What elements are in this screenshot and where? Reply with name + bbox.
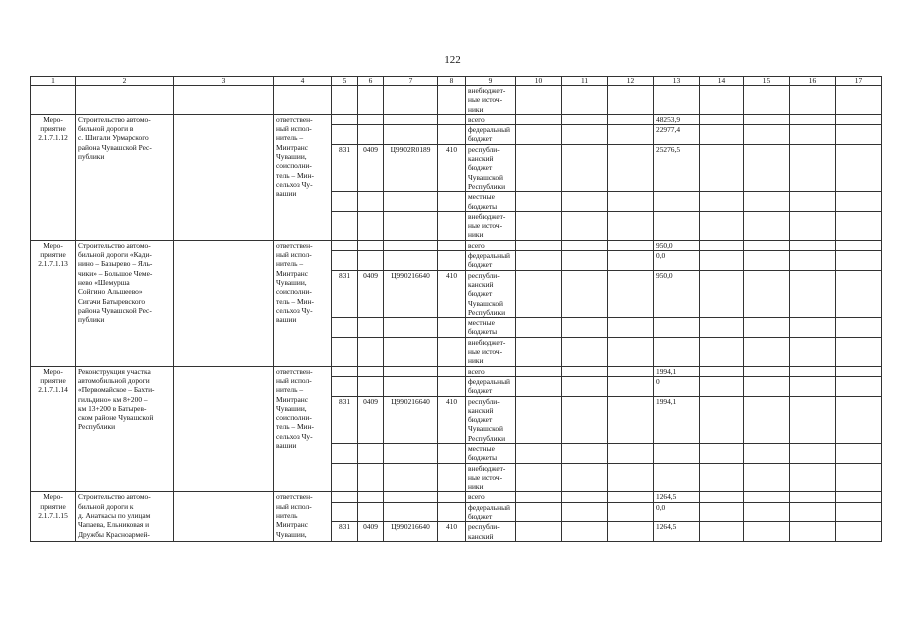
empty-cell	[744, 270, 790, 317]
budget-code-expense: 410	[438, 144, 466, 191]
budget-code-target: Ц990216640	[384, 396, 438, 443]
table-row	[31, 492, 882, 502]
empty-cell	[516, 114, 562, 124]
empty-cell	[836, 125, 882, 145]
amount-value: 950,0	[654, 270, 700, 317]
budget-code-section: 0409	[358, 144, 384, 191]
column-header-10: 10	[516, 77, 562, 86]
empty-cell	[836, 376, 882, 396]
empty-cell	[516, 125, 562, 145]
empty-cell	[562, 337, 608, 366]
column-header-2: 2	[76, 77, 174, 86]
funding-source: внебюджет- ные источ- ники	[466, 86, 516, 115]
empty-cell	[516, 270, 562, 317]
budget-code-expense	[438, 492, 466, 502]
empty-cell	[332, 86, 358, 115]
budget-code-expense	[438, 502, 466, 522]
empty-cell	[790, 318, 836, 338]
empty-cell	[744, 144, 790, 191]
empty-cell	[516, 366, 562, 376]
empty-cell	[790, 240, 836, 250]
budget-code-expense: 410	[438, 522, 466, 542]
empty-cell	[438, 86, 466, 115]
table-row	[31, 240, 882, 250]
empty-cell	[608, 270, 654, 317]
funding-source: федеральный бюджет	[466, 251, 516, 271]
column-header-13: 13	[654, 77, 700, 86]
empty-cell	[700, 502, 744, 522]
funding-source: всего	[466, 240, 516, 250]
empty-cell	[836, 366, 882, 376]
empty-cell	[76, 86, 174, 115]
empty-cell	[608, 192, 654, 212]
empty-cell	[700, 114, 744, 124]
budget-code-grbs	[332, 114, 358, 124]
budget-code-section	[358, 125, 384, 145]
budget-code-grbs	[332, 240, 358, 250]
empty-cell	[562, 251, 608, 271]
funding-source: республи- канский бюджет Чувашской Республики	[466, 144, 516, 191]
empty-cell	[790, 376, 836, 396]
empty-cell	[790, 125, 836, 145]
empty-cell	[516, 192, 562, 212]
event-code: Меро- приятие 2.1.7.1.13	[31, 240, 76, 366]
budget-code-expense	[438, 376, 466, 396]
empty-cell	[744, 376, 790, 396]
budget-code-grbs	[332, 463, 358, 492]
budget-code-target	[384, 502, 438, 522]
empty-cell	[174, 240, 274, 366]
amount-value: 950,0	[654, 240, 700, 250]
column-header-6: 6	[358, 77, 384, 86]
empty-cell	[700, 522, 744, 542]
budget-code-target	[384, 251, 438, 271]
funding-source: республи- канский бюджет Чувашской Республики	[466, 270, 516, 317]
empty-cell	[608, 502, 654, 522]
empty-cell	[790, 251, 836, 271]
budget-code-expense: 410	[438, 396, 466, 443]
empty-cell	[608, 443, 654, 463]
amount-value: 1994,1	[654, 396, 700, 443]
budget-code-grbs	[332, 318, 358, 338]
event-code: Меро- приятие 2.1.7.1.15	[31, 492, 76, 541]
budget-code-target: Ц990216640	[384, 270, 438, 317]
empty-cell	[836, 396, 882, 443]
budget-code-target	[384, 366, 438, 376]
budget-code-section	[358, 211, 384, 240]
budget-code-grbs: 831	[332, 270, 358, 317]
budget-code-target	[384, 376, 438, 396]
budget-code-section	[358, 192, 384, 212]
amount-value	[654, 443, 700, 463]
amount-value: 1264,5	[654, 492, 700, 502]
empty-cell	[836, 240, 882, 250]
budget-code-grbs: 831	[332, 396, 358, 443]
empty-cell	[608, 366, 654, 376]
table-row	[31, 86, 882, 115]
empty-cell	[608, 144, 654, 191]
budget-code-grbs	[332, 376, 358, 396]
empty-cell	[516, 86, 562, 115]
empty-cell	[608, 114, 654, 124]
empty-cell	[174, 366, 274, 492]
budget-code-section: 0409	[358, 270, 384, 317]
empty-cell	[790, 463, 836, 492]
empty-cell	[562, 192, 608, 212]
event-code: Меро- приятие 2.1.7.1.12	[31, 114, 76, 240]
budget-code-expense	[438, 318, 466, 338]
empty-cell	[790, 337, 836, 366]
empty-cell	[562, 522, 608, 542]
budget-code-target	[384, 318, 438, 338]
table-row	[31, 114, 882, 124]
empty-cell	[608, 376, 654, 396]
budget-code-target	[384, 443, 438, 463]
page-number: 122	[444, 54, 461, 66]
empty-cell	[700, 366, 744, 376]
empty-cell	[790, 522, 836, 542]
funding-source: внебюджет- ные источ- ники	[466, 463, 516, 492]
column-header-14: 14	[700, 77, 744, 86]
empty-cell	[744, 502, 790, 522]
empty-cell	[836, 337, 882, 366]
funding-source: всего	[466, 492, 516, 502]
budget-code-target: Ц9902R0189	[384, 144, 438, 191]
empty-cell	[384, 86, 438, 115]
empty-cell	[562, 396, 608, 443]
budget-code-grbs	[332, 211, 358, 240]
empty-cell	[608, 396, 654, 443]
event-title: Строительство автомо- бильной дороги «Кади- нино – Базырево – Яль- чики» – Большое Чеме- нево «Шемурша Сойгино Альшеево» Сигачи Батыревского района Чувашской Рес- публики	[76, 240, 174, 366]
empty-cell	[836, 522, 882, 542]
budget-code-grbs: 831	[332, 144, 358, 191]
column-header-8: 8	[438, 77, 466, 86]
empty-cell	[562, 463, 608, 492]
empty-cell	[700, 211, 744, 240]
empty-cell	[562, 211, 608, 240]
empty-cell	[744, 114, 790, 124]
budget-code-section	[358, 114, 384, 124]
event-code: Меро- приятие 2.1.7.1.14	[31, 366, 76, 492]
column-header-16: 16	[790, 77, 836, 86]
budget-code-grbs	[332, 125, 358, 145]
event-title: Реконструкция участка автомобильной дороги «Первомайское – Бахти- гильдино» км 8+200 – км 13+200 в Батырев- ском районе Чувашской Республики	[76, 366, 174, 492]
empty-cell	[516, 443, 562, 463]
empty-cell	[562, 240, 608, 250]
empty-cell	[516, 144, 562, 191]
budget-code-target	[384, 240, 438, 250]
empty-cell	[562, 492, 608, 502]
empty-cell	[790, 396, 836, 443]
empty-cell	[516, 463, 562, 492]
empty-cell	[700, 318, 744, 338]
empty-cell	[562, 125, 608, 145]
funding-source: республи- канский	[466, 522, 516, 542]
budget-code-expense	[438, 125, 466, 145]
empty-cell	[700, 270, 744, 317]
budget-code-expense	[438, 211, 466, 240]
budget-code-target	[384, 211, 438, 240]
funding-source: федеральный бюджет	[466, 125, 516, 145]
empty-cell	[700, 463, 744, 492]
empty-cell	[744, 443, 790, 463]
empty-cell	[744, 396, 790, 443]
empty-cell	[744, 192, 790, 212]
empty-cell	[836, 463, 882, 492]
empty-cell	[836, 114, 882, 124]
budget-code-grbs	[332, 251, 358, 271]
budget-code-expense	[438, 443, 466, 463]
empty-cell	[562, 502, 608, 522]
budget-code-grbs	[332, 443, 358, 463]
empty-cell	[562, 318, 608, 338]
empty-cell	[274, 86, 332, 115]
empty-cell	[790, 443, 836, 463]
budget-code-grbs: 831	[332, 522, 358, 542]
amount-value	[654, 337, 700, 366]
empty-cell	[790, 86, 836, 115]
budget-code-grbs	[332, 502, 358, 522]
empty-cell	[836, 492, 882, 502]
table-row	[31, 366, 882, 376]
funding-source: местные бюджеты	[466, 443, 516, 463]
empty-cell	[700, 251, 744, 271]
amount-value: 1264,5	[654, 522, 700, 542]
empty-cell	[744, 492, 790, 502]
empty-cell	[516, 337, 562, 366]
empty-cell	[790, 502, 836, 522]
budget-code-expense: 410	[438, 270, 466, 317]
budget-code-target	[384, 337, 438, 366]
empty-cell	[744, 366, 790, 376]
amount-value: 0,0	[654, 502, 700, 522]
empty-cell	[358, 86, 384, 115]
amount-value: 25276,5	[654, 144, 700, 191]
empty-cell	[700, 492, 744, 502]
empty-cell	[744, 125, 790, 145]
budget-code-section	[358, 337, 384, 366]
column-header-3: 3	[174, 77, 274, 86]
empty-cell	[700, 192, 744, 212]
empty-cell	[516, 396, 562, 443]
budget-code-section	[358, 318, 384, 338]
empty-cell	[516, 522, 562, 542]
event-executor: ответствен- ный испол- нитель Минтранс Чувашии,	[274, 492, 332, 541]
empty-cell	[744, 318, 790, 338]
empty-cell	[608, 251, 654, 271]
empty-cell	[836, 251, 882, 271]
funding-source: федеральный бюджет	[466, 502, 516, 522]
table-body	[31, 77, 882, 542]
budget-code-section	[358, 492, 384, 502]
column-header-9: 9	[466, 77, 516, 86]
empty-cell	[836, 211, 882, 240]
empty-cell	[608, 463, 654, 492]
funding-source: федеральный бюджет	[466, 376, 516, 396]
empty-cell	[744, 251, 790, 271]
event-title: Строительство автомо- бильной дороги в с. Шигали Урмарского района Чувашской Рес- публики	[76, 114, 174, 240]
amount-value: 1994,1	[654, 366, 700, 376]
budget-code-expense	[438, 337, 466, 366]
column-header-1: 1	[31, 77, 76, 86]
funding-source: внебюджет- ные источ- ники	[466, 211, 516, 240]
empty-cell	[790, 211, 836, 240]
empty-cell	[836, 318, 882, 338]
empty-cell	[562, 366, 608, 376]
empty-cell	[744, 211, 790, 240]
funding-source: республи- канский бюджет Чувашской Республики	[466, 396, 516, 443]
funding-source: местные бюджеты	[466, 318, 516, 338]
empty-cell	[562, 443, 608, 463]
column-header-7: 7	[384, 77, 438, 86]
budget-code-section	[358, 240, 384, 250]
empty-cell	[700, 86, 744, 115]
empty-cell	[31, 86, 76, 115]
empty-cell	[744, 463, 790, 492]
empty-cell	[516, 376, 562, 396]
amount-value: 0	[654, 376, 700, 396]
empty-cell	[836, 270, 882, 317]
event-executor: ответствен- ный испол- нитель – Минтранс Чувашии, соисполни- тель – Мин- сельхоз Чу- вашии	[274, 366, 332, 492]
event-executor: ответствен- ный испол- нитель – Минтранс Чувашии, соисполни- тель – Мин- сельхоз Чу- вашии	[274, 114, 332, 240]
budget-code-expense	[438, 366, 466, 376]
empty-cell	[744, 337, 790, 366]
empty-cell	[608, 125, 654, 145]
empty-cell	[700, 376, 744, 396]
empty-cell	[790, 270, 836, 317]
event-title: Строительство автомо- бильной дороги к д. Анаткасы по улицам Чапаева, Ельниковая и Дружбы Красноармей-	[76, 492, 174, 541]
column-header-4: 4	[274, 77, 332, 86]
budget-code-grbs	[332, 192, 358, 212]
empty-cell	[608, 240, 654, 250]
amount-value	[654, 318, 700, 338]
budget-code-target: Ц990216640	[384, 522, 438, 542]
empty-cell	[516, 251, 562, 271]
empty-cell	[700, 240, 744, 250]
event-executor: ответствен- ный испол- нитель – Минтранс Чувашии, соисполни- тель – Мин- сельхоз Чу- вашии	[274, 240, 332, 366]
empty-cell	[790, 492, 836, 502]
column-header-5: 5	[332, 77, 358, 86]
empty-cell	[608, 337, 654, 366]
empty-cell	[174, 114, 274, 240]
empty-cell	[744, 86, 790, 115]
empty-cell	[562, 114, 608, 124]
empty-cell	[562, 270, 608, 317]
budget-code-section: 0409	[358, 396, 384, 443]
empty-cell	[654, 86, 700, 115]
empty-cell	[700, 396, 744, 443]
empty-cell	[700, 443, 744, 463]
empty-cell	[790, 192, 836, 212]
budget-code-section	[358, 502, 384, 522]
empty-cell	[744, 522, 790, 542]
funding-source: внебюджет- ные источ- ники	[466, 337, 516, 366]
empty-cell	[744, 240, 790, 250]
budget-code-target	[384, 492, 438, 502]
empty-cell	[608, 522, 654, 542]
amount-value: 48253,9	[654, 114, 700, 124]
budget-code-expense	[438, 192, 466, 212]
empty-cell	[790, 366, 836, 376]
budget-code-expense	[438, 251, 466, 271]
empty-cell	[790, 114, 836, 124]
empty-cell	[700, 144, 744, 191]
empty-cell	[562, 86, 608, 115]
budget-code-section	[358, 366, 384, 376]
empty-cell	[174, 492, 274, 541]
budget-code-target	[384, 192, 438, 212]
empty-cell	[516, 318, 562, 338]
empty-cell	[700, 125, 744, 145]
funding-source: местные бюджеты	[466, 192, 516, 212]
empty-cell	[608, 318, 654, 338]
empty-cell	[836, 502, 882, 522]
header-row	[31, 77, 882, 86]
amount-value: 0,0	[654, 251, 700, 271]
budget-code-grbs	[332, 337, 358, 366]
budget-code-grbs	[332, 366, 358, 376]
empty-cell	[836, 86, 882, 115]
budget-code-target	[384, 125, 438, 145]
amount-value	[654, 192, 700, 212]
empty-cell	[700, 337, 744, 366]
funding-source: всего	[466, 114, 516, 124]
budget-code-section	[358, 463, 384, 492]
budget-code-section	[358, 376, 384, 396]
empty-cell	[790, 144, 836, 191]
empty-cell	[608, 492, 654, 502]
empty-cell	[608, 211, 654, 240]
column-header-11: 11	[562, 77, 608, 86]
empty-cell	[562, 376, 608, 396]
column-header-17: 17	[836, 77, 882, 86]
empty-cell	[516, 240, 562, 250]
program-table	[30, 76, 882, 542]
budget-code-expense	[438, 114, 466, 124]
amount-value	[654, 463, 700, 492]
budget-code-section	[358, 443, 384, 463]
budget-code-target	[384, 463, 438, 492]
funding-source: всего	[466, 366, 516, 376]
empty-cell	[836, 192, 882, 212]
empty-cell	[516, 211, 562, 240]
budget-code-section: 0409	[358, 522, 384, 542]
empty-cell	[836, 144, 882, 191]
empty-cell	[562, 144, 608, 191]
empty-cell	[174, 86, 274, 115]
budget-code-section	[358, 251, 384, 271]
budget-code-expense	[438, 463, 466, 492]
empty-cell	[608, 86, 654, 115]
empty-cell	[836, 443, 882, 463]
amount-value	[654, 211, 700, 240]
column-header-15: 15	[744, 77, 790, 86]
empty-cell	[516, 492, 562, 502]
amount-value: 22977,4	[654, 125, 700, 145]
budget-code-grbs	[332, 492, 358, 502]
empty-cell	[516, 502, 562, 522]
column-header-12: 12	[608, 77, 654, 86]
budget-code-expense	[438, 240, 466, 250]
budget-code-target	[384, 114, 438, 124]
